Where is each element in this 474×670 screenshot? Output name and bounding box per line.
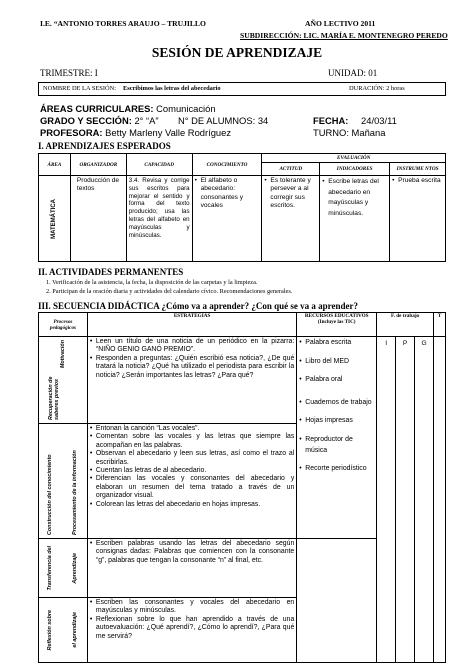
- unidad: UNIDAD: 01: [328, 68, 378, 78]
- procesos-cell-4: [39, 598, 88, 663]
- procesos-cell-1: [39, 337, 88, 424]
- estrategias-cell-4: [87, 598, 296, 663]
- grado-value: 2° “A”: [134, 115, 159, 126]
- estrategia-list-item: • Cuentan las letras de al abecedario.: [90, 467, 294, 475]
- proceso-transferencia: Transferencia del: [47, 545, 54, 591]
- school-year: AÑO LECTIVO 2011: [305, 19, 376, 28]
- estrategia-list-item: • Responden a preguntas: ¿Quién escribió esa noticia?, ¿De qué tratará la noticia? ¿Qué ha utilizado el periodista para escribir la noticia? ¿Serán importantes las letras? ¿Para qué?: [90, 355, 294, 380]
- conocimiento-cell: [192, 176, 262, 262]
- profesora-line: [40, 127, 231, 138]
- recurso-list-item: • Libro del MED: [299, 357, 374, 368]
- permanent-activity-1: 1. Verificación de la asistencia, la fecha, la disposición de las carpetas y la limpieza.: [46, 279, 258, 286]
- recursos-cell: [297, 337, 377, 539]
- estrategia-list-item: • Leen un título de una noticia de un periódico en la pizarra: “NIÑO GENIO GANÓ PREMIO”.: [90, 338, 294, 355]
- estrategias-cell-1: [87, 337, 296, 424]
- aprendizajes-table: [38, 153, 446, 262]
- header-instrumentos: INSTRUME NTOS: [390, 163, 446, 176]
- profesora-value: Betty Marleny Valle Rodríguez: [105, 127, 232, 138]
- recurso-list-item: • Palabra escrita: [299, 338, 374, 349]
- proceso-aprendizaje: Aprendizaje: [72, 552, 79, 584]
- fecha-line: [313, 115, 397, 126]
- trimestre: TRIMESTRE: I: [40, 68, 98, 78]
- capacidad-cell: [126, 176, 192, 262]
- proceso-recuperacion: Recuperación de saberes previos: [47, 376, 61, 420]
- proceso-procesamiento: Procesamiento de la información: [72, 450, 79, 535]
- estrategia-list-item: • Reflexionan sobre lo que han aprendido a través de una autoevaluación: ¿Qué aprendí?, ¿Cómo lo aprendí?, ¿Para qué me servirá?: [90, 616, 294, 641]
- header-organizador: ORGANIZADOR: [70, 154, 126, 176]
- header-trabajo: F. de trabajo: [377, 313, 434, 337]
- subdireccion: SUBDIRECCIÓN: LIC. MARÍA E. MONTENEGRO PEREDO: [240, 31, 448, 40]
- alumnos-value: 34: [257, 115, 269, 126]
- instrumentos-value: • Prueba escrita: [392, 177, 443, 185]
- alumnos-line: [178, 115, 268, 126]
- header-area: ÁREA: [39, 154, 71, 176]
- recurso-list-item: • Reproductor de música: [299, 435, 374, 456]
- recursos-cell-empty: [297, 539, 377, 663]
- organizador-cell: [70, 176, 126, 262]
- header-evaluacion: EVALUACIÓN: [262, 154, 446, 163]
- trabajo-i: I: [385, 340, 388, 347]
- page-title: SESIÓN DE APRENDIZAJE: [151, 45, 323, 60]
- profesora-label: PROFESORA:: [40, 127, 103, 138]
- estrategias-cell-3: [87, 539, 296, 598]
- permanent-activity-2: 2. Participan de la oración diaria y actividades del calendario cívico. Recomendaciones generales.: [46, 288, 293, 295]
- actitud-value: • Es tolerante y persever a al corregir sus escritos.: [264, 177, 317, 210]
- session-name-box: [38, 82, 446, 96]
- trabajo-p: P: [402, 340, 408, 347]
- recurso-list-item: • Cuadernos de trabajo: [299, 398, 374, 409]
- grado-label: GRADO Y SECCIÓN:: [40, 115, 132, 126]
- t-cell: [433, 337, 445, 663]
- capacidad-value: 3.4. Revisa y corrige sus escritos para mejorar el sentido y forma del texto producido; usa las letras del alfabeto en mayúsculas y minúsculas.: [128, 177, 190, 239]
- header-capacidad: CAPACIDAD: [126, 154, 192, 176]
- alumnos-label: N° DE ALUMNOS:: [178, 115, 256, 126]
- duration: DURACIÓN: 2 horas: [349, 85, 405, 92]
- areas-label: ÁREAS CURRICULARES:: [40, 103, 154, 114]
- instrumentos-cell: [390, 176, 446, 262]
- turno-label: TURNO:: [313, 127, 349, 138]
- turno-line: [313, 127, 385, 138]
- secuencia-table: [38, 312, 446, 663]
- header-t: T: [433, 313, 445, 337]
- procesos-cell-2: [39, 424, 88, 539]
- conocimiento-value: • El alfabeto o abecedario: consonantes y vocales: [195, 177, 260, 210]
- indicadores-cell: [320, 176, 390, 262]
- school-name: I.E. “ANTONIO TORRES ARAUJO – TRUJILLO: [40, 19, 206, 28]
- section-1-heading: I. APRENDIZAJES ESPERADOS: [38, 141, 171, 151]
- header-estrategias: ESTRATEGIAS: [87, 313, 296, 337]
- trabajo-p-cell: [396, 337, 415, 663]
- estrategia-list-item: • Colorean las letras del abecedario en hojas impresas.: [90, 501, 294, 509]
- proceso-el-aprendizaje: el aprendizaje: [72, 612, 79, 648]
- area-value: MATEMÁTICA: [51, 198, 58, 239]
- estrategia-list-item: • Comentan sobre las vocales y las letras que siempre las acompañan en las palabras.: [90, 433, 294, 450]
- areas-line: [40, 103, 216, 114]
- estrategia-list-item: • Observan el abecedario y leen sus letras, así como el trazo al escribirlas.: [90, 450, 294, 467]
- estrategia-list-item: • Diferencian las vocales y consonantes del abecedario y elaboran un resumen del tema tratado a través de un organizador visual.: [90, 475, 294, 500]
- trabajo-g: G: [421, 340, 427, 347]
- actitud-cell: [262, 176, 320, 262]
- organizador-value: Producción de textos: [76, 177, 120, 193]
- header-procesos: Procesos pedagógicos: [39, 313, 88, 337]
- indicadores-value: • Escribe letras del abecedario en mayúsculas y minúsculas.: [322, 177, 387, 219]
- section-3-heading: III. SECUENCIA DIDÁCTICA ¿Cómo va a aprender? ¿Con qué se va a aprender?: [38, 301, 358, 311]
- header-conocimiento: CONOCIMIENTO: [192, 154, 262, 176]
- procesos-cell-3: [39, 539, 88, 598]
- fecha-label: FECHA:: [313, 115, 349, 126]
- recurso-list-item: • Palabra oral: [299, 375, 374, 386]
- proceso-construccion: Construcción del conocimiento: [47, 454, 54, 535]
- header-recursos: RECURSOS EDUCATIVOS (Incluye las TIC): [297, 313, 377, 337]
- areas-value: Comunicación: [156, 103, 216, 114]
- session-name-label: NOMBRE DE LA SESIÓN:: [43, 85, 116, 92]
- grado-line: [40, 115, 159, 126]
- estrategia-list-item: • Escriben palabras usando las letras del abecedario según consignas dadas: Palabras que comiencen con la consonante “g”, palabras que tengan la consonante “n” al final, etc.: [90, 540, 294, 565]
- turno-value: Mañana: [351, 127, 386, 138]
- recurso-list-item: • Recorte periodístico: [299, 464, 374, 475]
- recurso-list-item: • Hojas impresas: [299, 416, 374, 427]
- estrategias-cell-2: [87, 424, 296, 539]
- proceso-motivacion: Motivación: [59, 340, 66, 369]
- trabajo-i-cell: [377, 337, 396, 663]
- area-cell: [39, 176, 71, 262]
- section-2-heading: II. ACTIVIDADES PERMANENTES: [38, 267, 184, 277]
- session-name-value: Escribimos las letras del abecedario: [123, 85, 221, 92]
- header-actitud: ACTITUD: [262, 163, 320, 176]
- estrategia-list-item: • Entonan la canción “Las vocales”.: [90, 425, 294, 433]
- fecha-value: 24/03/11: [361, 115, 397, 126]
- estrategia-list-item: • Escriben las consonantes y vocales del abecedario en mayúsculas y minúsculas.: [90, 599, 294, 616]
- trabajo-g-cell: [415, 337, 434, 663]
- header-indicadores: INDICADORES: [320, 163, 390, 176]
- proceso-reflexion: Reflexión sobre: [47, 609, 54, 651]
